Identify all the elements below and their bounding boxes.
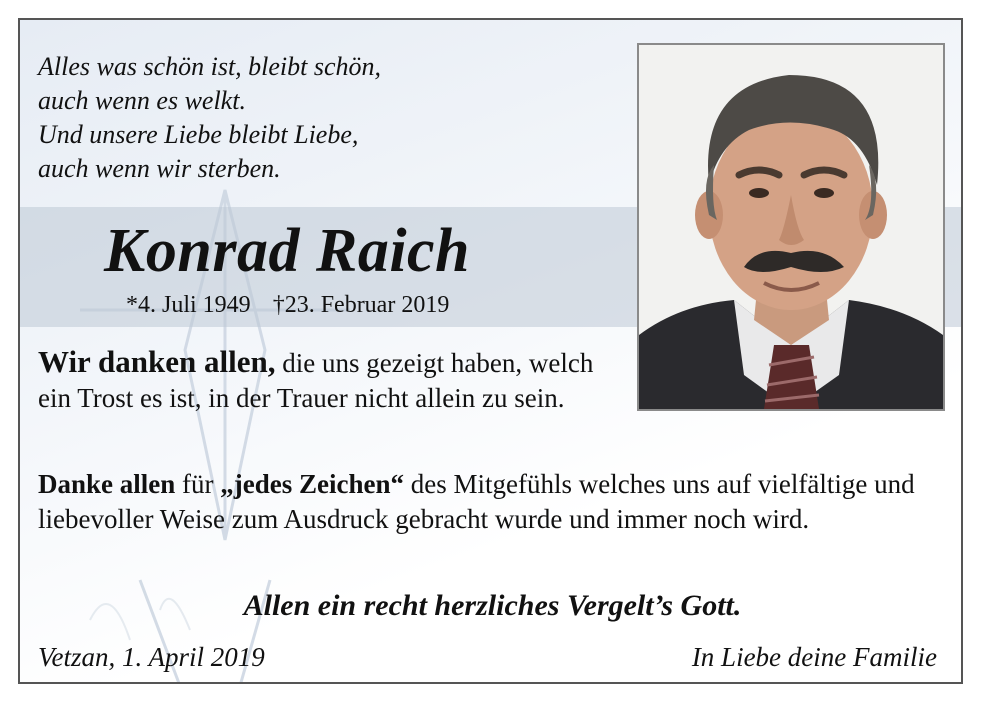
thanks-text: die uns gezeigt haben, welch ein Trost es ist, in der Trauer nicht allein zu sein. <box>38 348 594 413</box>
poem-line: Alles was schön ist, bleibt schön, <box>38 52 382 81</box>
thanks-text: des Mitgefühls welches uns auf vielfältige und liebevoller Weise zum Ausdruck gebracht wurde und immer noch wird. <box>38 469 915 534</box>
thanks-connector: für <box>175 469 221 499</box>
thanks-quote: „jedes Zeichen“ <box>220 469 404 499</box>
birth-date: *4. Juli 1949 <box>126 292 251 318</box>
thanks-lead: Wir danken allen, <box>38 344 276 379</box>
memorial-poem <box>38 50 381 186</box>
death-date: †23. Februar 2019 <box>272 292 450 318</box>
thanks-paragraph-first <box>38 344 598 416</box>
deceased-name: Konrad Raich <box>104 217 471 285</box>
thanks-lead: Danke allen <box>38 469 176 499</box>
poem-line: auch wenn wir sterben. <box>38 154 281 183</box>
poem-line: Und unsere Liebe bleibt Liebe, <box>38 120 359 149</box>
family-signature: In Liebe deine Familie <box>691 642 937 672</box>
poem-line: auch wenn es welkt. <box>38 86 246 115</box>
obituary-card <box>18 18 963 684</box>
thanks-paragraph-second <box>38 467 953 537</box>
place-date: Vetzan, 1. April 2019 <box>38 642 265 672</box>
blessing-line: Allen ein recht herzliches Vergelt’s Gott. <box>243 589 742 622</box>
portrait-illustration <box>639 45 943 409</box>
portrait-photo <box>637 43 945 411</box>
life-dates <box>126 290 449 320</box>
